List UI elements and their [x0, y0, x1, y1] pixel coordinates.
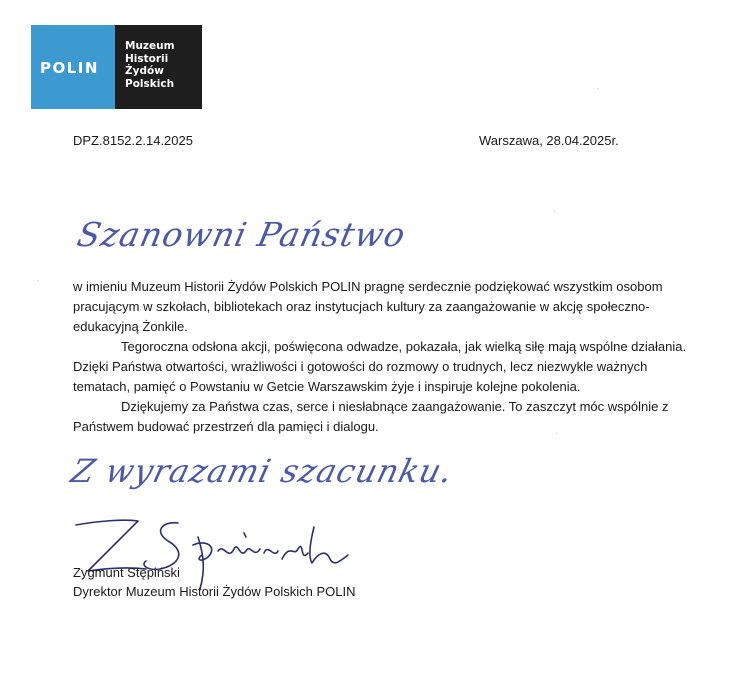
scan-speck: ·	[36, 275, 40, 286]
reference-number: DPZ.8152.2.14.2025	[73, 133, 193, 148]
logo-line: Historii	[125, 52, 169, 65]
scan-speck: ·	[596, 83, 600, 94]
logo-line: Polskich	[125, 77, 175, 90]
logo-mark-panel	[31, 25, 115, 109]
handwritten-closing: Z wyrazami szacunku.	[67, 452, 458, 490]
logo-text-panel	[115, 25, 202, 109]
logo-line: Żydów	[125, 65, 164, 77]
signature-image	[68, 513, 378, 593]
handwritten-greeting: Szanowni Państwo	[73, 215, 410, 254]
signer-name: Zygmunt Stępiński	[73, 565, 180, 580]
polin-logo	[31, 25, 202, 109]
logo-line: Muzeum	[125, 40, 175, 52]
paragraph: Dziękujemy za Państwa czas, serce i niesłabnące zaangażowanie. To zaszczyt móc wspólnie z Państwem budować przestrzeń dla pamięci i dialogu.	[73, 399, 669, 434]
place-date: Warszawa, 28.04.2025r.	[479, 133, 619, 148]
logo-mark: POLIN	[40, 59, 99, 77]
signer-title: Dyrektor Muzeum Historii Żydów Polskich POLIN	[73, 584, 356, 599]
scan-speck: ·	[553, 206, 557, 217]
paragraph: w imieniu Muzeum Historii Żydów Polskich POLIN pragnę serdecznie podziękować wszystkim osobom pracującym w szkołach, bibliotekach oraz instytucjach kultury za zaangażowanie w akcję społeczno-edukacyjną Żonkile.	[73, 279, 663, 334]
paragraph: Tegoroczna odsłona akcji, poświęcona odwadze, pokazała, jak wielką siłę mają wspólne działania. Dzięki Państwa otwartości, wrażliwości i gotowości do rozmowy o trudnych, lecz niezwykle ważnych tematach, pamięć o Powstaniu w Getcie Warszawskim żyje i inspiruje kolejne pokolenia.	[73, 339, 687, 394]
scan-speck: ·	[555, 428, 559, 439]
letter-body	[73, 277, 703, 437]
